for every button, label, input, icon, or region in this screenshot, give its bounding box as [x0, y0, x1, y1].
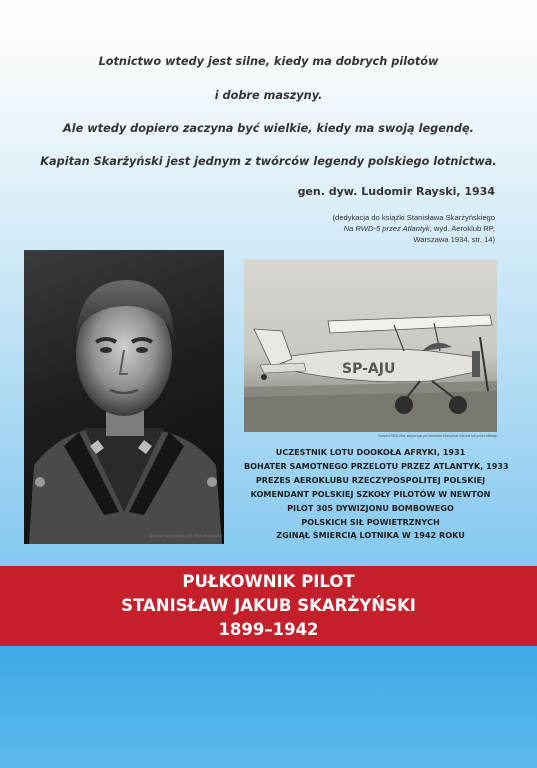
fact-line: POLSKICH SIŁ POWIETRZNYCH	[301, 516, 440, 527]
quote-line-1: Lotnictwo wtedy jest silne, kiedy ma dobrych pilotów	[98, 55, 439, 68]
dedication-line-2	[255, 223, 495, 234]
fact-line: ZGINĄŁ ŚMIERCIĄ LOTNIKA W 1942 ROKU	[276, 530, 465, 541]
book-title: Na RWD-5 przez Atlantyk	[343, 224, 430, 233]
quote-line-3: Ale wtedy dopiero zaczyna być wielkie, kiedy ma swoją legendę.	[63, 122, 474, 135]
title-band	[0, 566, 537, 646]
quote-author: gen. dyw. Ludomir Rayski, 1934	[297, 185, 495, 198]
fact-line: BOHATER SAMOTNEGO PRZELOTU PRZEZ ATLANTYK, 1933	[244, 460, 509, 471]
fact-line: UCZESTNIK LOTU DOOKOŁA AFRYKI, 1931	[275, 447, 466, 457]
bottom-panel	[0, 646, 537, 768]
dedication-publisher: , wyd. Aeroklub RP,	[429, 224, 495, 233]
fact-line: PREZES AEROKLUBU RZECZYPOSPOLITEJ POLSKIEJ	[255, 474, 486, 485]
airplane-caption: Samolot RWD-5bis, którym kpt. pil. Stanisław Skarżyński dokonał lotu przez Atlantyk	[378, 434, 497, 438]
portrait-photo	[24, 250, 224, 544]
rank-title: PUŁKOWNIK PILOT	[182, 572, 355, 591]
dedication-line-3: Warszawa 1934, str. 14)	[413, 235, 495, 244]
portrait-caption: Stanisław Skarżyński kpt. pilot, 1933, zbiorykolekcji	[149, 534, 222, 538]
biography-facts	[244, 446, 509, 543]
fact-line: PILOT 305 DYWIZJONU BOMBOWEGO	[287, 502, 454, 513]
plane-registration: SP-AJU	[342, 361, 396, 377]
quote-line-2: i dobre maszyny.	[214, 89, 323, 102]
airplane-photo	[244, 259, 497, 432]
dedication-note	[255, 212, 495, 245]
life-dates: 1899–1942	[218, 620, 319, 639]
fact-line: KOMENDANT POLSKIEJ SZKOŁY PILOTÓW W NEWTON	[250, 488, 491, 499]
quote-line-4: Kapitan Skarżyński jest jednym z twórców legendy polskiego lotnictwa.	[40, 155, 497, 168]
dedication-line-1: (dedykacja do książki Stanisława Skarżyńskiego	[332, 213, 495, 222]
person-name: STANISŁAW JAKUB SKARŻYŃSKI	[121, 596, 416, 615]
portrait-illustration	[24, 250, 224, 544]
airplane-illustration	[244, 259, 497, 432]
